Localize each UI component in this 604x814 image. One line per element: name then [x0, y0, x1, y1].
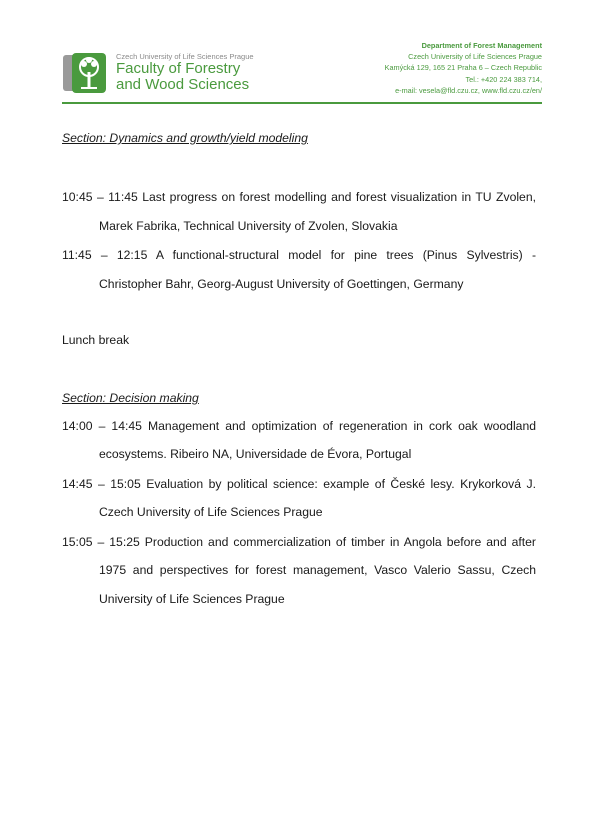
faculty-name-line2: and Wood Sciences: [116, 76, 250, 93]
entry-line: 10:45 – 11:45 Last progress on forest modelling and forest visualization in TU Zvolen,: [62, 190, 536, 204]
faculty-name-block: [116, 52, 326, 93]
section-title-dynamics: Section: Dynamics and growth/yield modeling: [62, 131, 308, 145]
entry-line: Christopher Bahr, Georg-August University of Goettingen, Germany: [99, 277, 464, 291]
entry-line: 11:45 – 12:15 A functional-structural model for pine trees (Pinus Sylvestris) -: [62, 248, 536, 262]
entry-line: 15:05 – 15:25 Production and commercialization of timber in Angola before and after: [62, 535, 536, 549]
section-title-decision: Section: Decision making: [62, 391, 199, 405]
entry-line: ecosystems. Ribeiro NA, Universidade de Évora, Portugal: [99, 447, 412, 461]
entry-line: University of Life Sciences Prague: [99, 592, 285, 606]
entry-line: Marek Fabrika, Technical University of Zvolen, Slovakia: [99, 219, 398, 233]
faculty-logo: [62, 52, 110, 96]
entry-line: 14:00 – 14:45 Management and optimization of regeneration in cork oak woodland: [62, 419, 536, 433]
entry-line: Czech University of Life Sciences Prague: [99, 505, 323, 519]
department-contact: e-mail: vesela@fld.czu.cz, www.fld.czu.cz/en/: [395, 85, 542, 95]
tree-logo-icon: [62, 52, 110, 96]
entry-line: 1975 and perspectives for forest management, Vasco Valerio Sassu, Czech: [99, 563, 536, 577]
department-phone: Tel.: +420 224 383 714,: [465, 74, 542, 84]
department-name: Department of Forest Management: [421, 41, 542, 50]
university-small-label: Czech University of Life Sciences Prague: [116, 52, 254, 61]
faculty-name-line1: Faculty of Forestry: [116, 60, 241, 77]
header-divider: [62, 102, 542, 104]
department-university: Czech University of Life Sciences Prague: [408, 52, 542, 62]
entry-line: 14:45 – 15:05 Evaluation by political science: example of České lesy. Krykorková J.: [62, 477, 536, 491]
department-contact-block: [385, 40, 542, 96]
department-address: Kamýcká 129, 165 21 Praha 6 – Czech Republic: [384, 63, 542, 73]
letterhead: [62, 40, 542, 104]
lunch-break-label: Lunch break: [62, 333, 130, 347]
